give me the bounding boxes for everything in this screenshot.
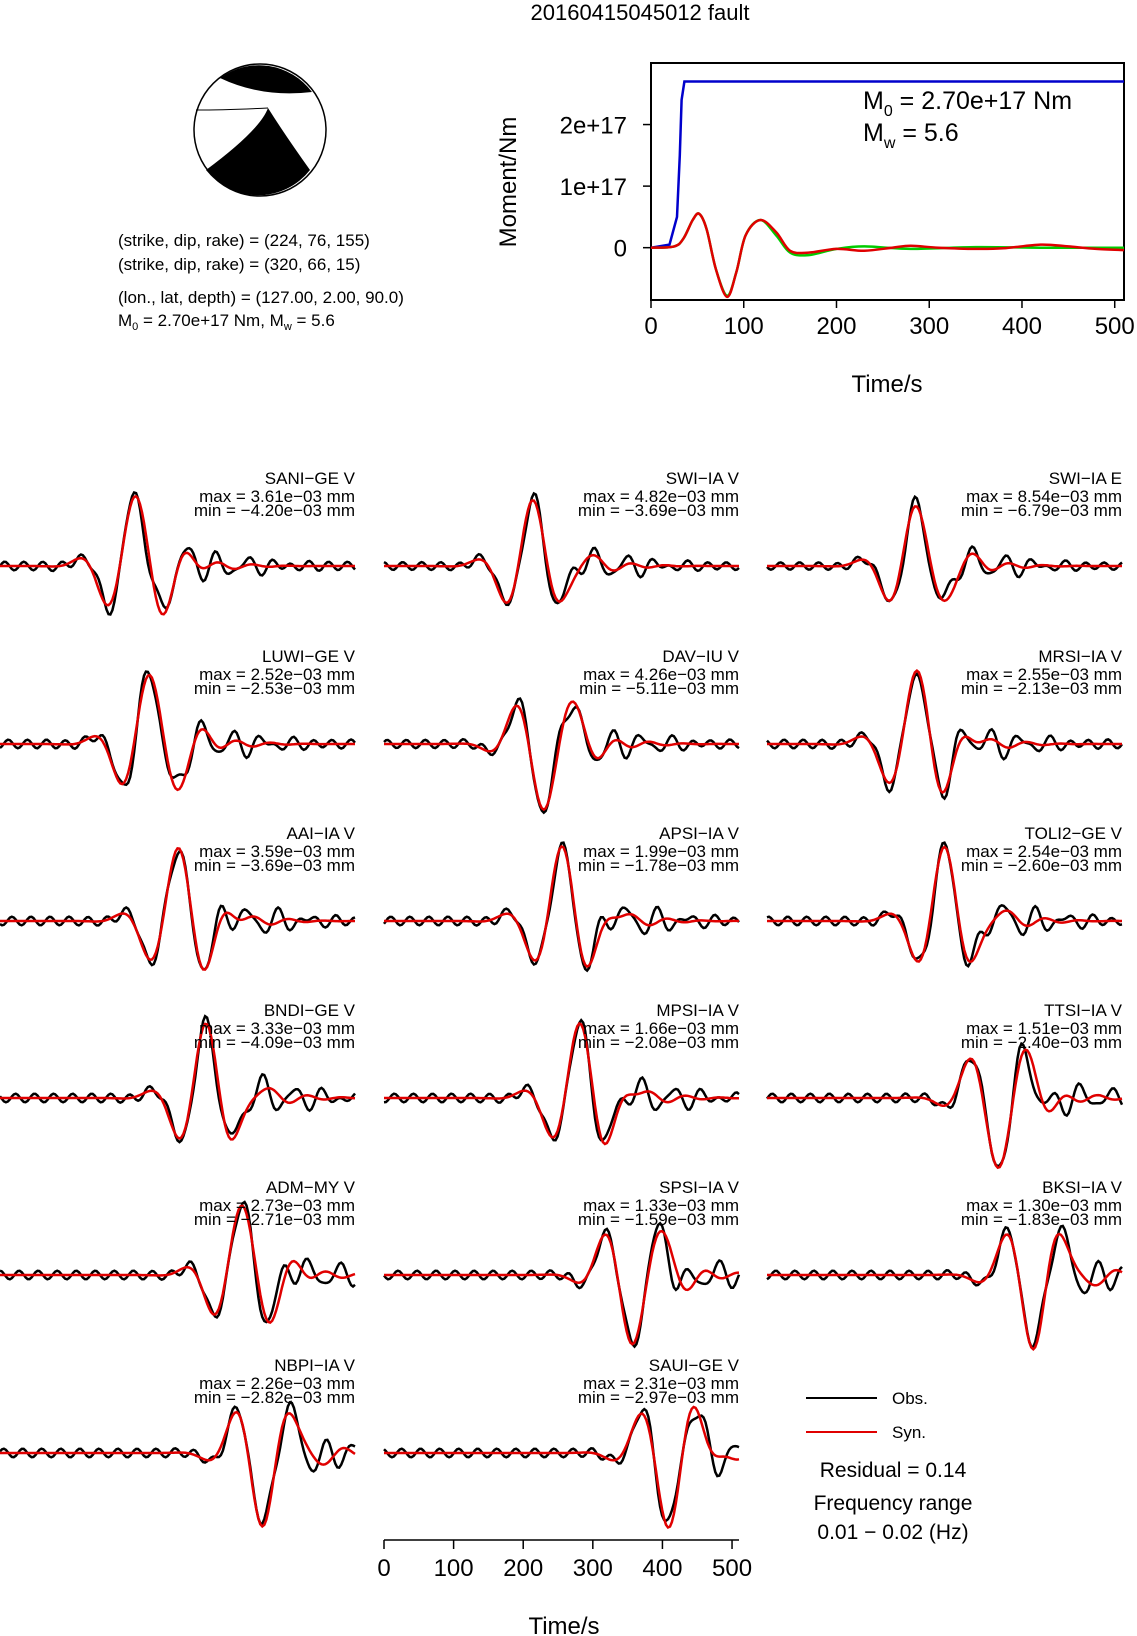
station-label: LUWI−GE V bbox=[261, 647, 355, 666]
moment-series-line bbox=[651, 213, 1124, 295]
station-label: MRSI−IA V bbox=[1038, 647, 1122, 666]
waveform-panel bbox=[767, 469, 1122, 601]
waveform-panel bbox=[767, 647, 1123, 799]
event-location: (lon., lat, depth) = (127.00, 2.00, 90.0) bbox=[118, 288, 404, 307]
station-label: SPSI−IA V bbox=[659, 1178, 739, 1197]
moment-x-tick-label: 500 bbox=[1094, 313, 1135, 340]
station-max: max = 2.54e−03 mm bbox=[966, 842, 1122, 861]
station-label: ADM−MY V bbox=[266, 1178, 355, 1197]
moment-x-tick-label: 200 bbox=[816, 313, 857, 340]
figure-title: 20160415045012 fault bbox=[530, 0, 750, 25]
station-min: min = −2.53e−03 mm bbox=[193, 679, 355, 698]
synthetic-trace bbox=[384, 1407, 739, 1528]
station-min: min = −1.83e−03 mm bbox=[960, 1210, 1122, 1229]
waveform-time-axis bbox=[377, 1540, 752, 1582]
station-label: MPSI−IA V bbox=[656, 1001, 739, 1020]
station-min: min = −4.09e−03 mm bbox=[193, 1033, 355, 1052]
waveform-panel bbox=[384, 1356, 740, 1528]
station-min: min = −3.69e−03 mm bbox=[193, 856, 355, 875]
station-label: APSI−IA V bbox=[659, 824, 739, 843]
legend-obs-label: Obs. bbox=[892, 1389, 928, 1408]
moment-x-tick-label: 100 bbox=[723, 313, 764, 340]
station-min: min = −5.11e−03 mm bbox=[579, 679, 739, 698]
station-label: SAUI−GE V bbox=[648, 1356, 739, 1375]
beachball bbox=[194, 64, 326, 196]
station-min: min = −1.59e−03 mm bbox=[577, 1210, 739, 1229]
synthetic-trace bbox=[767, 1050, 1122, 1168]
observed-trace bbox=[0, 1402, 355, 1523]
time-axis-tick-label: 400 bbox=[642, 1555, 683, 1582]
event-magnitude: $M_0 = 2.70e+17$ Nm, $M_w = 5.6$ bbox=[118, 311, 335, 333]
moment-y-tick-label: 2e+17 bbox=[559, 112, 627, 140]
station-label: BNDI−GE V bbox=[263, 1001, 355, 1020]
moment-chart bbox=[495, 63, 1135, 398]
station-max: max = 2.73e−03 mm bbox=[199, 1196, 355, 1215]
moment-y-tick-label: 0 bbox=[613, 235, 627, 263]
station-max: max = 2.26e−03 mm bbox=[199, 1374, 355, 1393]
station-min: min = −3.69e−03 mm bbox=[577, 501, 739, 520]
moment-x-tick-label: 300 bbox=[909, 313, 950, 340]
waveform-panel bbox=[0, 1356, 356, 1526]
moment-x-tick-label: 400 bbox=[1001, 313, 1043, 340]
waveform-panel bbox=[0, 647, 356, 790]
waveform-panel bbox=[384, 1001, 740, 1144]
frequency-range-value: 0.01 − 0.02 (Hz) bbox=[817, 1521, 969, 1544]
moment-m0-annotation: $M_0 = 2.70e+17$ Nm bbox=[863, 87, 1073, 120]
station-max: max = 3.33e−03 mm bbox=[199, 1019, 355, 1038]
waveform-x-axis-label: Time/s bbox=[528, 1613, 600, 1636]
time-axis-tick-label: 500 bbox=[712, 1555, 753, 1582]
station-max: max = 2.31e−03 mm bbox=[583, 1374, 739, 1393]
station-min: min = −2.60e−03 mm bbox=[960, 856, 1122, 875]
nodal-plane-2: (strike, dip, rake) = (320, 66, 15) bbox=[118, 255, 361, 274]
time-axis-tick-label: 0 bbox=[377, 1555, 391, 1582]
moment-y-axis-label: Moment/Nm bbox=[495, 116, 522, 248]
station-max: max = 1.99e−03 mm bbox=[583, 842, 739, 861]
legend-syn-label: Syn. bbox=[892, 1423, 927, 1442]
station-max: max = 3.61e−03 mm bbox=[199, 487, 355, 506]
station-label: TOLI2−GE V bbox=[1024, 824, 1122, 843]
station-label: SANI−GE V bbox=[264, 469, 355, 488]
waveform-panel bbox=[767, 824, 1123, 966]
moment-x-tick-label: 0 bbox=[644, 313, 658, 340]
station-label: SWI−IA E bbox=[1048, 469, 1122, 488]
moment-x-axis-label: Time/s bbox=[851, 371, 923, 398]
station-min: min = −2.08e−03 mm bbox=[577, 1033, 739, 1052]
waveform-panel bbox=[384, 469, 740, 605]
residual-text: Residual = 0.14 bbox=[819, 1459, 967, 1482]
waveform-panel bbox=[384, 1178, 740, 1347]
station-max: max = 1.51e−03 mm bbox=[966, 1019, 1122, 1038]
moment-y-tick-label: 1e+17 bbox=[559, 174, 627, 202]
frequency-range-title: Frequency range bbox=[813, 1492, 973, 1515]
station-min: min = −1.78e−03 mm bbox=[577, 856, 739, 875]
time-axis-tick-label: 300 bbox=[572, 1555, 613, 1582]
waveform-panel bbox=[384, 824, 740, 971]
station-max: max = 2.52e−03 mm bbox=[199, 665, 355, 684]
station-label: AAI−IA V bbox=[286, 824, 355, 843]
synthetic-trace bbox=[0, 1412, 355, 1526]
station-max: max = 3.59e−03 mm bbox=[199, 842, 355, 861]
waveform-panel bbox=[767, 1001, 1123, 1168]
station-max: max = 8.54e−03 mm bbox=[966, 487, 1122, 506]
time-axis-tick-label: 100 bbox=[433, 1555, 474, 1582]
station-min: min = −2.13e−03 mm bbox=[960, 679, 1122, 698]
station-min: min = −2.97e−03 mm bbox=[577, 1388, 739, 1407]
waveform-panels bbox=[0, 469, 1123, 1528]
legend bbox=[806, 1389, 972, 1544]
synthetic-trace bbox=[767, 506, 1122, 600]
station-max: max = 1.33e−03 mm bbox=[583, 1196, 739, 1215]
station-max: max = 4.82e−03 mm bbox=[583, 487, 739, 506]
observed-trace bbox=[384, 699, 739, 813]
station-min: min = −2.82e−03 mm bbox=[193, 1388, 355, 1407]
waveform-panel bbox=[0, 824, 356, 970]
station-min: min = −2.71e−03 mm bbox=[193, 1210, 355, 1229]
station-min: min = −2.40e−03 mm bbox=[960, 1033, 1122, 1052]
station-min: min = −4.20e−03 mm bbox=[193, 501, 355, 520]
station-label: TTSI−IA V bbox=[1044, 1001, 1122, 1020]
station-max: max = 1.66e−03 mm bbox=[583, 1019, 739, 1038]
waveform-panel bbox=[0, 1001, 356, 1142]
station-label: DAV−IU V bbox=[662, 647, 739, 666]
synthetic-trace bbox=[384, 702, 739, 810]
time-axis-tick-label: 200 bbox=[503, 1555, 544, 1582]
station-label: NBPI−IA V bbox=[274, 1356, 355, 1375]
waveform-panel bbox=[0, 469, 356, 615]
station-max: max = 4.26e−03 mm bbox=[583, 665, 739, 684]
waveform-panel bbox=[384, 647, 740, 813]
station-max: max = 1.30e−03 mm bbox=[966, 1196, 1122, 1215]
station-label: SWI−IA V bbox=[665, 469, 739, 488]
synthetic-trace bbox=[767, 1234, 1122, 1349]
station-label: BKSI−IA V bbox=[1042, 1178, 1122, 1197]
nodal-plane-1: (strike, dip, rake) = (224, 76, 155) bbox=[118, 231, 370, 250]
observed-trace bbox=[767, 1226, 1122, 1347]
waveform-panel bbox=[0, 1178, 356, 1323]
observed-trace bbox=[384, 1223, 739, 1346]
event-info bbox=[118, 231, 404, 333]
moment-mw-annotation: $M_w = 5.6$ bbox=[863, 119, 959, 152]
synthetic-trace bbox=[384, 1231, 739, 1344]
station-min: min = −6.79e−03 mm bbox=[960, 501, 1122, 520]
station-max: max = 2.55e−03 mm bbox=[966, 665, 1122, 684]
waveform-panel bbox=[767, 1178, 1123, 1349]
